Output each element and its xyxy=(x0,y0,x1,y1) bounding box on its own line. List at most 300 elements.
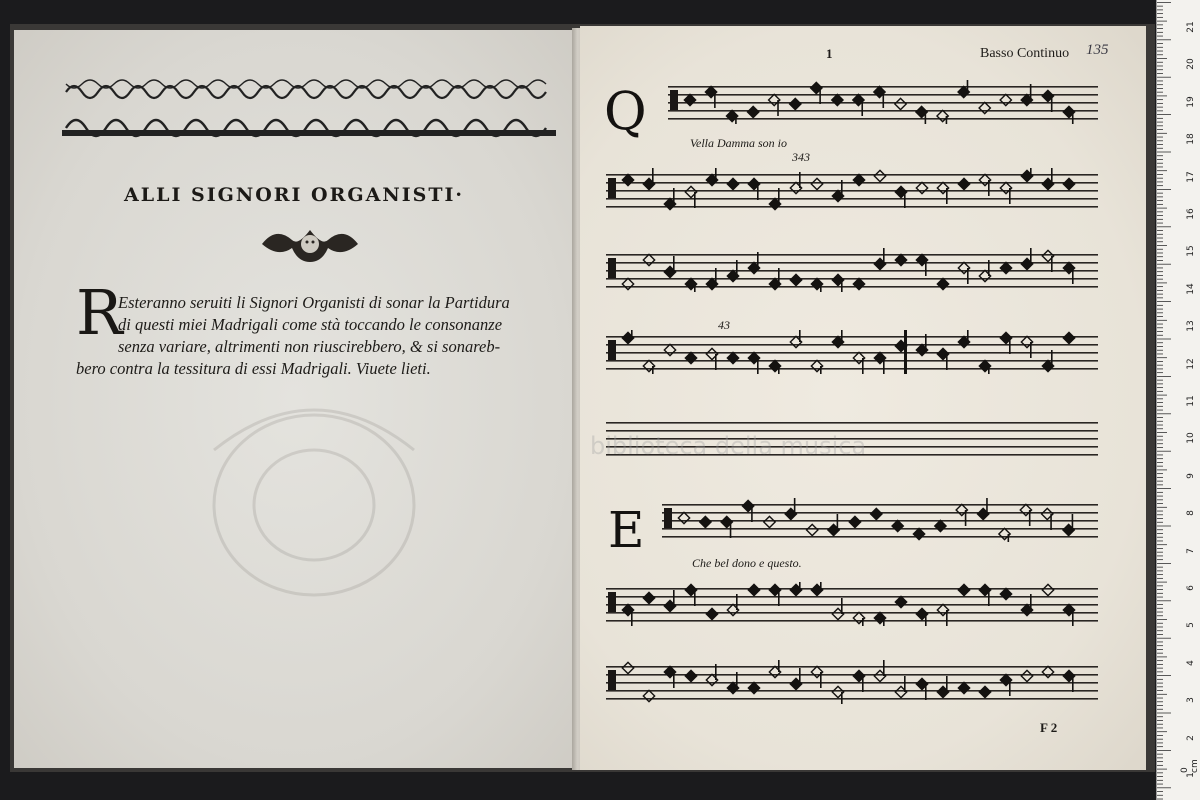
note-stem xyxy=(988,590,990,606)
staff-system-7 xyxy=(606,660,1098,704)
ruler-tick xyxy=(1157,421,1163,422)
note-head xyxy=(1000,94,1011,105)
ruler-tick xyxy=(1157,541,1163,542)
ruler-tick xyxy=(1157,716,1163,717)
ruler-tick xyxy=(1157,484,1163,485)
watermark-text: biblioteca della musica xyxy=(590,432,867,460)
ruler-tick xyxy=(1157,13,1163,14)
ruler-tick xyxy=(1157,552,1163,553)
note-stem xyxy=(673,672,675,688)
right-page xyxy=(580,26,1146,770)
note-head xyxy=(895,596,906,607)
ruler-tick xyxy=(1157,743,1163,744)
ruler-tick xyxy=(1157,735,1163,736)
note-head xyxy=(684,94,695,105)
note-head xyxy=(895,98,906,109)
ruler-tick xyxy=(1157,731,1167,732)
ruler-tick xyxy=(1157,791,1163,792)
ruler-tick xyxy=(1157,387,1163,388)
ruler-tick xyxy=(1157,58,1167,59)
initial-q: Q xyxy=(604,82,647,142)
note-head xyxy=(727,178,738,189)
ruler-tick xyxy=(1157,709,1163,710)
ruler-tick xyxy=(1157,118,1163,119)
staff-system-5 xyxy=(662,498,1098,542)
ornament-band-top xyxy=(62,78,556,106)
note-stem xyxy=(715,268,717,284)
ruler-tick xyxy=(1157,597,1163,598)
ruler-tick xyxy=(1157,163,1163,164)
note-head xyxy=(958,584,969,595)
note-stem xyxy=(673,256,675,272)
note-stem xyxy=(778,188,780,204)
note-stem xyxy=(837,514,839,530)
ruler-tick xyxy=(1157,563,1171,564)
ruler-tick xyxy=(1157,713,1171,714)
note-stem xyxy=(736,672,738,688)
ruler-tick xyxy=(1157,286,1163,287)
note-head xyxy=(853,278,864,289)
ruler-tick xyxy=(1157,152,1171,153)
ruler-tick xyxy=(1157,686,1163,687)
ruler-tick xyxy=(1157,24,1163,25)
ruler-tick xyxy=(1157,361,1163,362)
ruler-tick xyxy=(1157,294,1163,295)
ruler-tick xyxy=(1157,376,1171,377)
note-stem xyxy=(757,252,759,268)
ruler-number: 20 xyxy=(1186,58,1196,71)
note-stem xyxy=(820,284,822,292)
ruler-tick xyxy=(1157,208,1167,209)
bleed-through-emblem xyxy=(184,390,444,620)
note-head xyxy=(1063,178,1074,189)
ruler-tick xyxy=(1157,668,1163,669)
note-stem xyxy=(904,192,906,208)
ruler-tick xyxy=(1157,316,1163,317)
note-stem xyxy=(861,100,863,116)
ruler-tick xyxy=(1157,627,1163,628)
paragraph-line: di questi miei Madrigali come stà toccando le consonanze xyxy=(118,315,503,334)
note-stem xyxy=(694,192,696,208)
note-stem xyxy=(967,330,969,342)
ruler-tick xyxy=(1157,787,1171,788)
note-head xyxy=(727,352,738,363)
ruler-tick xyxy=(1157,275,1163,276)
ruler-tick xyxy=(1157,638,1171,639)
note-stem xyxy=(799,582,801,590)
note-stem xyxy=(631,330,633,338)
note-head xyxy=(706,608,717,619)
note-stem xyxy=(882,92,884,108)
folio-number: 1 xyxy=(826,46,833,61)
ruler-tick xyxy=(1157,69,1163,70)
ruler-tick xyxy=(1157,174,1163,175)
ruler-number: 13 xyxy=(1186,320,1196,332)
note-head xyxy=(685,352,696,363)
note-stem xyxy=(819,88,821,104)
ruler-tick xyxy=(1157,39,1171,40)
ruler-tick xyxy=(1157,182,1163,183)
note-stem xyxy=(883,248,885,264)
paragraph-line: senza variare, altrimenti non riuscirebbero, & si sonareb- xyxy=(118,337,501,356)
ruler-tick xyxy=(1157,107,1163,108)
note-stem xyxy=(730,522,732,538)
note-head xyxy=(748,584,759,595)
ruler-tick xyxy=(1157,455,1163,456)
ruler-tick xyxy=(1157,720,1163,721)
note-stem xyxy=(799,172,801,188)
ruler-number: 1 xyxy=(1186,772,1196,778)
note-stem xyxy=(1030,594,1032,610)
ruler-tick xyxy=(1157,125,1163,126)
ruler-number: 5 xyxy=(1186,622,1196,629)
staff-system-6 xyxy=(606,582,1098,626)
note-stem xyxy=(1009,680,1011,696)
ruler-tick xyxy=(1157,92,1163,93)
ruler-tick xyxy=(1157,784,1163,785)
ruler-tick xyxy=(1157,339,1171,340)
ruler-tick xyxy=(1157,137,1163,138)
ruler-tick xyxy=(1157,578,1163,579)
note-stem xyxy=(967,268,969,284)
ruler-tick xyxy=(1157,436,1163,437)
note-stem xyxy=(1051,256,1053,272)
note-head xyxy=(979,686,990,697)
ruler-tick xyxy=(1157,660,1163,661)
cherub-headpiece-icon xyxy=(258,224,362,264)
ruler-tick xyxy=(1157,473,1163,474)
note-head xyxy=(1000,262,1011,273)
note-stem xyxy=(735,116,737,124)
note-stem xyxy=(673,188,675,204)
bar-number: 43 xyxy=(718,318,730,332)
note-stem xyxy=(673,590,675,606)
ruler-tick xyxy=(1157,354,1163,355)
ruler-tick xyxy=(1157,129,1163,130)
ruler-unit-label: 0 cm xyxy=(1180,759,1200,773)
page-heading: ALLI SIGNORI ORGANISTI· xyxy=(124,184,464,206)
ruler-tick xyxy=(1157,701,1163,702)
ruler-tick xyxy=(1157,391,1163,392)
ruler-tick xyxy=(1157,51,1163,52)
note-stem xyxy=(652,168,654,184)
ruler-tick xyxy=(1157,514,1163,515)
ruler-tick xyxy=(1157,582,1167,583)
note-head xyxy=(685,670,696,681)
ruler-tick xyxy=(1157,496,1163,497)
ruler-tick xyxy=(1157,140,1163,141)
ruler-tick xyxy=(1157,481,1163,482)
ruler-tick xyxy=(1157,615,1163,616)
ruler-tick xyxy=(1157,503,1163,504)
note-stem xyxy=(988,260,990,276)
ruler-tick xyxy=(1157,73,1163,74)
ruler-number: 17 xyxy=(1186,170,1196,183)
ruler-tick xyxy=(1157,279,1163,280)
note-head xyxy=(916,182,927,193)
note-head xyxy=(678,512,689,523)
ruler-tick xyxy=(1157,62,1163,63)
note-stem xyxy=(820,366,822,374)
ruler-number: 21 xyxy=(1186,21,1196,33)
initial-e: E xyxy=(608,501,645,559)
note-head xyxy=(935,520,946,531)
ruler-tick xyxy=(1157,398,1163,399)
ruler-tick xyxy=(1157,757,1163,758)
ruler-tick xyxy=(1157,567,1163,568)
ruler-number: 6 xyxy=(1186,585,1196,591)
ruler-tick xyxy=(1157,245,1167,246)
part-name: Basso Continuo xyxy=(980,46,1070,61)
ruler-tick xyxy=(1157,88,1163,89)
ruler-tick xyxy=(1157,350,1163,351)
note-stem xyxy=(904,676,906,692)
note-head xyxy=(849,516,860,527)
ruler-tick xyxy=(1157,211,1163,212)
ruler-tick xyxy=(1157,683,1163,684)
final-barline xyxy=(904,330,907,374)
note-stem xyxy=(925,112,927,124)
ruler-tick xyxy=(1157,570,1163,571)
ruler-tick xyxy=(1157,600,1171,601)
ruler-tick xyxy=(1157,223,1163,224)
note-stem xyxy=(946,354,948,370)
note-stem xyxy=(736,260,738,276)
note-head xyxy=(622,174,633,185)
ruler-tick xyxy=(1157,230,1163,231)
ruler-tick xyxy=(1157,440,1163,441)
note-stem xyxy=(1008,534,1010,542)
ruler-number: 14 xyxy=(1186,283,1196,295)
ruler-tick xyxy=(1157,559,1163,560)
ruler-tick xyxy=(1157,623,1163,624)
ruler-tick xyxy=(1157,297,1163,298)
ruler-tick xyxy=(1157,21,1167,22)
note-stem xyxy=(1072,268,1074,284)
ruler-tick xyxy=(1157,395,1167,396)
ruler-tick xyxy=(1157,432,1167,433)
note-stem xyxy=(778,590,780,606)
ruler-number: 11 xyxy=(1186,395,1196,407)
lyric-piece-2: Che bel dono e questo. xyxy=(692,556,802,570)
ruler-tick xyxy=(1157,6,1163,7)
ruler-tick xyxy=(1157,556,1163,557)
ruler-tick xyxy=(1157,380,1163,381)
note-stem xyxy=(925,334,927,350)
measuring-ruler xyxy=(1156,0,1200,800)
ruler-tick xyxy=(1157,264,1171,265)
ruler-tick xyxy=(1157,772,1163,773)
ruler-tick xyxy=(1157,185,1163,186)
note-head xyxy=(748,106,759,117)
ruler-tick xyxy=(1157,305,1163,306)
ruler-tick xyxy=(1157,234,1163,235)
ruler-tick xyxy=(1157,754,1163,755)
ruler-tick xyxy=(1157,77,1171,78)
paragraph-line: Esteranno seruiti li Signori Organisti di sonar la Partidura xyxy=(118,293,510,312)
ruler-tick xyxy=(1157,698,1163,699)
ruler-tick xyxy=(1157,200,1163,201)
note-stem xyxy=(862,676,864,692)
ruler-tick xyxy=(1157,383,1163,384)
ruler-tick xyxy=(1157,679,1163,680)
ruler-tick xyxy=(1157,103,1163,104)
note-stem xyxy=(1030,84,1032,100)
note-head xyxy=(892,520,903,531)
ruler-tick xyxy=(1157,604,1163,605)
note-stem xyxy=(694,590,696,606)
note-stem xyxy=(925,684,927,700)
note-stem xyxy=(946,676,948,692)
ruler-tick xyxy=(1157,585,1163,586)
ruler-tick xyxy=(1157,167,1163,168)
ruler-tick xyxy=(1157,544,1167,545)
note-stem xyxy=(841,280,843,292)
note-head xyxy=(1042,584,1053,595)
note-stem xyxy=(862,358,864,374)
ruler-tick xyxy=(1157,593,1163,594)
note-stem xyxy=(736,594,738,610)
ruler-tick xyxy=(1157,589,1163,590)
ruler-tick xyxy=(1157,238,1163,239)
ruler-tick xyxy=(1157,642,1163,643)
note-stem xyxy=(1029,510,1031,526)
note-stem xyxy=(1051,350,1053,366)
note-stem xyxy=(794,498,796,514)
ruler-tick xyxy=(1157,466,1163,467)
bar-number: 343 xyxy=(792,150,810,164)
ruler-tick xyxy=(1157,413,1171,414)
ruler-tick xyxy=(1157,331,1163,332)
ruler-tick xyxy=(1157,81,1163,82)
note-head xyxy=(874,170,885,181)
note-stem xyxy=(1009,188,1011,204)
ruler-tick xyxy=(1157,309,1163,310)
ruler-number: 2 xyxy=(1186,734,1196,741)
note-stem xyxy=(652,366,654,374)
ruler-tick xyxy=(1157,271,1163,272)
ruler-tick xyxy=(1157,283,1167,284)
ruler-tick xyxy=(1157,241,1163,242)
note-stem xyxy=(1072,610,1074,626)
ruler-tick xyxy=(1157,196,1163,197)
ruler-tick xyxy=(1157,488,1171,489)
note-head xyxy=(871,508,882,519)
left-page xyxy=(14,30,574,768)
note-head xyxy=(807,524,818,535)
ruler-tick xyxy=(1157,178,1163,179)
ruler-tick xyxy=(1157,215,1163,216)
ruler-number: 3 xyxy=(1186,697,1196,704)
ruler-tick xyxy=(1157,144,1163,145)
ruler-tick xyxy=(1157,253,1163,254)
clef-icon xyxy=(608,340,616,360)
ruler-tick xyxy=(1157,518,1163,519)
note-stem xyxy=(715,168,717,180)
note-head xyxy=(958,682,969,693)
ruler-tick xyxy=(1157,765,1163,766)
ruler-tick xyxy=(1157,189,1171,190)
note-stem xyxy=(778,366,780,374)
ruler-tick xyxy=(1157,608,1163,609)
note-stem xyxy=(986,498,988,514)
ruler-number: 4 xyxy=(1186,659,1196,666)
ruler-tick xyxy=(1157,327,1163,328)
ruler-tick xyxy=(1157,499,1163,500)
note-stem xyxy=(820,672,822,688)
ruler-number: 16 xyxy=(1186,208,1196,220)
note-stem xyxy=(988,180,990,196)
ruler-tick xyxy=(1157,260,1163,261)
ruler-number: 15 xyxy=(1186,245,1196,258)
ruler-tick xyxy=(1157,574,1163,575)
ruler-tick xyxy=(1157,301,1171,302)
ruler-tick xyxy=(1157,664,1163,665)
note-stem xyxy=(862,618,864,626)
ruler-tick xyxy=(1157,529,1163,530)
note-stem xyxy=(715,354,717,370)
ruler-tick xyxy=(1157,155,1163,156)
ruler-tick xyxy=(1157,537,1163,538)
ruler-tick xyxy=(1157,780,1163,781)
ruler-tick xyxy=(1157,761,1163,762)
note-stem xyxy=(925,260,927,276)
note-head xyxy=(643,690,654,701)
ruler-tick xyxy=(1157,402,1163,403)
note-stem xyxy=(799,668,801,684)
note-stem xyxy=(967,80,969,92)
ruler-tick xyxy=(1157,645,1163,646)
ruler-tick xyxy=(1157,2,1171,3)
note-head xyxy=(1063,332,1074,343)
note-stem xyxy=(1030,342,1032,358)
ruler-number: 8 xyxy=(1186,510,1196,517)
drop-capital: R xyxy=(76,276,123,349)
gathering-signature: F 2 xyxy=(1040,720,1058,735)
ruler-tick xyxy=(1157,612,1163,613)
ruler-tick xyxy=(1157,342,1163,343)
ruler-tick xyxy=(1157,219,1163,220)
note-stem xyxy=(988,366,990,374)
ruler-tick xyxy=(1157,675,1171,676)
note-stem xyxy=(1030,248,1032,264)
ruler-number: 10 xyxy=(1186,432,1196,445)
note-head xyxy=(790,274,801,285)
ruler-tick xyxy=(1157,357,1167,358)
note-stem xyxy=(841,598,843,614)
note-head xyxy=(622,278,633,289)
note-stem xyxy=(883,618,885,626)
note-stem xyxy=(841,692,843,704)
note-head xyxy=(913,528,924,539)
note-head xyxy=(1000,588,1011,599)
ruler-tick xyxy=(1157,159,1163,160)
note-stem xyxy=(1072,112,1074,124)
ruler-tick xyxy=(1157,249,1163,250)
ruler-tick xyxy=(1157,290,1163,291)
ruler-tick xyxy=(1157,750,1171,751)
ruler-tick xyxy=(1157,492,1163,493)
note-head xyxy=(1042,666,1053,677)
note-head xyxy=(895,254,906,265)
note-stem xyxy=(778,660,780,672)
ruler-tick xyxy=(1157,739,1163,740)
ruler-tick xyxy=(1157,133,1167,134)
note-head xyxy=(748,682,759,693)
note-stem xyxy=(965,510,967,526)
ruler-tick xyxy=(1157,462,1163,463)
ruler-tick xyxy=(1157,96,1167,97)
